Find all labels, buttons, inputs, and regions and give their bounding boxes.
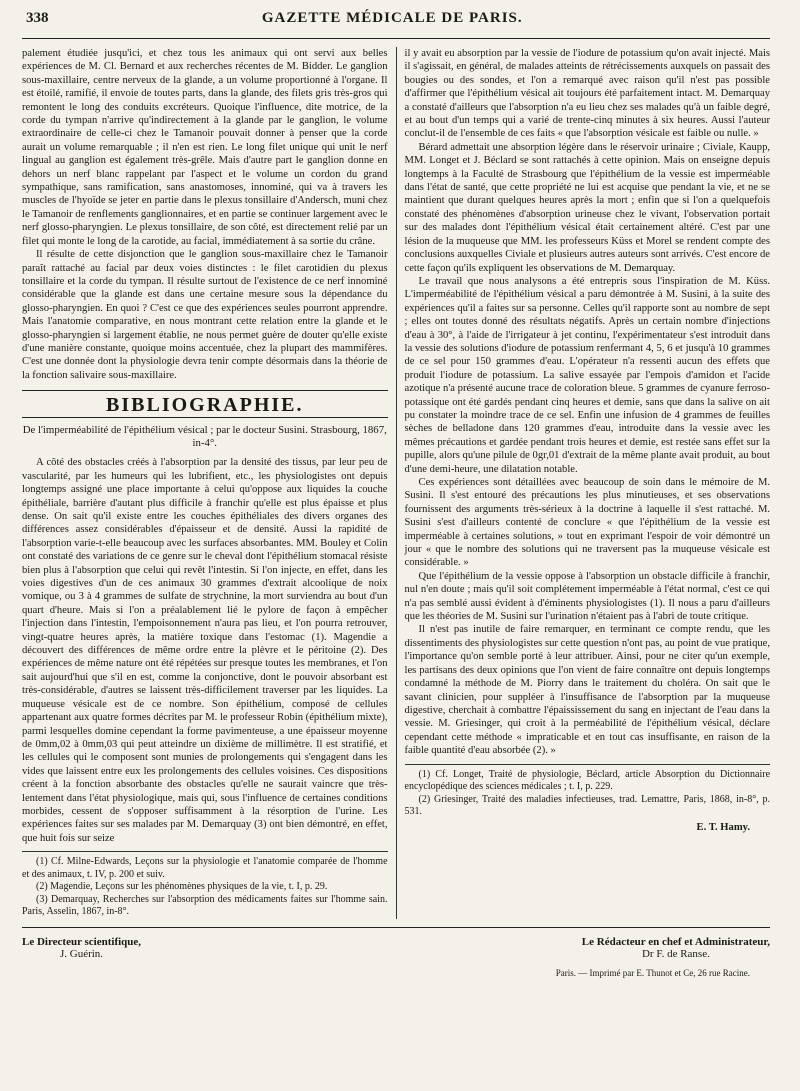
editor-role: Le Rédacteur en chef et Administrateur,: [581, 935, 770, 948]
page-number: 338: [26, 10, 49, 26]
printer-line: Paris. — Imprimé par E. Thunot et Ce, 26 rue Racine.: [555, 967, 750, 978]
paragraph: Il résulte de cette disjonction que le ganglion sous-maxillaire chez le Tamanoir paraît rattaché au facial par deux voies distinctes : le filet carotidien du plexus tonsillaire et la corde du tympan. Il résulte surtout de l'existence de ce nerf innominé considérable que la glande est dans une certaine mesure sous la dépendance du glosso-pharyngien. En quoi ? C'est ce que des expériences seules pourront apprendre. Mais l'anatomie comparative, en nous montrant cette relation entre la glande et le glosso-pharyngien si largement établie, ne nous permet guère de douter qu'elle existe d'une manière constante, quoique moins accentuée, chez la plupart des mammifères. C'est une donnée dont la physiologie devra tenir compte désormais dans la théorie de la fonction salivaire sous-maxillaire.: [22, 249, 388, 381]
director-name: J. Guérin.: [59, 947, 104, 960]
footnote: (1) Cf. Longet, Traité de physiologie, Béclard, article Absorption du Dictionnaire encyclopédique des sciences médicales ; t. I, p. 229.: [404, 768, 771, 793]
author-signature: E. T. Hamy.: [696, 821, 751, 833]
director-role: Le Directeur scientifique,: [22, 935, 142, 948]
editorial-footer: [22, 927, 770, 960]
paragraph: Que l'épithélium de la vessie oppose à l'absorption un obstacle difficile à franchir, nul n'en doute ; mais qu'il soit complétement imperméable à l'état normal, c'est ce qui n'a pas semblé aussi évident à d'éminents physiologistes (1). Il nous a paru d'ailleurs que les théories de M. Susini sur l'urination n'étaient pas à l'abri de toute critique.: [404, 570, 771, 623]
left-column: [22, 47, 396, 919]
paragraph: A côté des obstacles créés à l'absorption par la densité des tissus, par leur peu de vascularité, par les humeurs qui les lubrifient, etc., les physiologistes ont depuis longtemps assigné une place importante à celui qu'oppose aux liquides la couche épithéliale, barrière d'autant plus difficile à franchir qu'elle est plus épaisse et plus dense. On sait qu'il existe entre les couches épithéliales des divers organes des différences assez considérables d'épaisseur et de densité. Aussi la rapidité de l'absorption varie-t-elle beaucoup avec les surfaces absorbantes. MM. Bouley et Colin ont constaté des variations de ce genre sur le cheval dont l'épithélium stomacal résiste bien plus à l'absorption que celui qui revêt l'intestin. Si l'on injecte, en effet, dans les voies digestives d'un de ces animaux 30 grammes d'extrait alcoolique de noix vomique, ou 3 à 4 grammes de sulfate de strychnine, la mort surviendra au bout d'un quart d'heure. Mais si l'on a préalablement lié le pylore de façon à empêcher l'injection dans l'intestin, l'empoisonnement n'aura pas lieu, et l'on pourra retrouver, vingt-quatre heures après, la matière toxique dans l'estomac (1). Magendie a découvert des différences de même ordre entre la plèvre et le péritoine (2). Des expériences de même nature ont été répétées sur presque toutes les membranes, et l'on sait aujourd'hui que s'il en est, comme la conjonctive, dont le pouvoir absorbant est très-considérable, d'autres se laissent très-difficilement traverser par les liquides. La muqueuse vésicale est de ce nombre. Son épithélium, composé de cellules appartenant aux quatre formes décrites par M. le professeur Robin (épithélium mixte), parmi lesquelles domine cependant la forme pavimenteuse, a une épaisseur moyenne de 0mm,02 à 0mm,03 qui peut atteindre un dixième de millimètre. Il est stratifié, et les cellules qui le composent sont munies de prolongements qui s'engagent dans les vides que laissent entre eux les prolongements des cellules voisines. Ces dispositions créent à la fonction absorbante des obstacles qu'elle ne saurait vaincre que très-lentement dans l'état physiologique, mais qui, sous l'influence de certaines conditions morbides, cessent de s'opposer suffisamment à la résorption de l'urine. Les expériences faites sur ses malades par M. Demarquay (3) ont bien démontré, en effet, que huit fois sur seize: [22, 457, 388, 844]
footnote: (2) Griesinger, Traité des maladies infectieuses, trad. Lemattre, Paris, 1868, in-8°, p. 531.: [404, 793, 771, 818]
paragraph: Bérard admettait une absorption légère dans le réservoir urinaire ; Civiale, Kaupp, MM. Longet et J. Béclard se sont rattachés à cette opinion. Mais on enseigne depuis longtemps à la Faculté de Strasbourg que l'épithélium de la vessie est imperméable dans l'état de santé, que cette propriété ne lui est acquise que pendant la vie, et ne se maintient que durant quelques heures après la mort ; enfin que si l'on a quelquefois constaté des phénomènes d'absorption urineuse chez le vivant, l'observation portait sur des malades dont l'épithélium vésical était certainement altéré. C'est par une lésion de la muqueuse que MM. les professeurs Küss et Morel se rendent compte des conclusions auxquelles Civiale et plusieurs autres auteurs sont arrivés. C'est encore de cette façon qu'ils expliquent les observations de M. Demarquay.: [404, 141, 771, 274]
paragraph: Il n'est pas inutile de faire remarquer, en terminant ce compte rendu, que les dissentiments des physiologistes sur cette question n'ont pas, au point de vue pratique, l'importance qu'on semble porté à leur attribuer. Ainsi, pour ne citer qu'un exemple, les partisans des deux opinions que l'on vient de faire connaître ont depuis longtemps condamné la méthode de M. Piorry dans le traitement du choléra. On sait que le savant clinicien, pour suppléer à l'insuffisance de l'absorption par la muqueuse digestive, cherchait à combattre l'épaississement du sang en injectant de l'eau dans la vessie. M. Griesinger, qui croit à la perméabilité de l'épithélium vésical, déclare cependant cette méthode « impraticable et en tout cas insuffisante, en raison de la faible quantité d'eau absorbée (2). »: [404, 624, 771, 757]
paragraph: Ces expériences sont détaillées avec beaucoup de soin dans le mémoire de M. Susini. Il s'est entouré des précautions les plus minutieuses, et ses observations fournissent des arguments très-sérieux à la doctrine à laquelle il s'est rattaché. M. Susini s'est d'ailleurs contenté de conclure « que l'épithélium de la vessie est imperméable à certaines solutions, » tout en exprimant l'espoir de voir démontré un jour « que le nombre des solutions qui ne traversent pas la muqueuse vésicale est considérable. »: [404, 477, 771, 569]
footnote: (3) Demarquay, Recherches sur l'absorption des médicaments faites sur l'homme sain. Paris, Asselin, 1867, in-8°.: [22, 893, 388, 918]
paragraph: il y avait eu absorption par la vessie de l'iodure de potassium qu'on avait injecté. Mais il s'agissait, en général, de malades atteints de rétrécissements auxquels on passait des bougies ou des sondes, et l'on a remarqué avec raison qu'il n'est pas possible d'affirmer que l'épithélium vésical ait toujours été parfaitement intact. M. Demarquay a constaté d'ailleurs que l'absorption n'a eu lieu chez ses malades qu'à un faible degré, et au bout d'un temps qui a varié de trente-cinq minutes à six heures. Aussi l'auteur conclut-il de l'ensemble de ces faits « que l'absorption vésicale est faible ou nulle. »: [404, 48, 771, 140]
reviewed-work: De l'imperméabilité de l'épithélium vésical ; par le docteur Susini. Strasbourg, 1867, in-4°.: [22, 423, 387, 449]
paragraph: palement étudiée jusqu'ici, et chez tous les animaux qui ont servi aux belles expériences de M. Cl. Bernard et aux recherches récentes de M. Bidder. Le ganglion sous-maxillaire, centre nerveux de la glande, a un volume proportionné à l'organe. Il est étoilé, ramifié, il envoie de toutes parts, dans la glande, des filets gris très-gros qui remontent le long des conduits excréteurs. Quoique l'influence, dite motrice, de la corde du tympan n'arrive qu'indirectement à la glande par le ganglion, le volume extraordinaire de celle-ci chez le Tamanoir pouvait donner à penser que la corde aurait un volume remarquable ; il n'en est rien. Le long filet unique qui unit le nerf lingual au ganglion est également très-grêle. Mais d'autre part le ganglion donne en dehors un nerf blanc rappelant par l'aspect et le volume un cordon du grand sympathique, sans ramification, sans anastomoses, innominé, qui va à travers les muscles de l'hyoïde se jeter en partie dans le plexus tonsillaire d'Andersch, muni chez le Tamanoir de renflements ganglionnaires, et en partie se continuer largement avec le nerf glosso-pharyngien. Le plexus tonsillaire, de son côté, est directement relié par un filet qui monte le long de la carotide, au facial, immédiatement à sa sortie du crâne.: [22, 48, 388, 247]
right-column: [397, 47, 771, 919]
paragraph: Le travail que nous analysons a été entrepris sous l'inspiration de M. Küss. L'imperméabilité de l'épithélium vésical a paru démontrée à M. Susini, à la suite des expériences qu'il a faites sur sa personne. Celles qu'il rapporte sont au nombre de sept ; elles ont toutes donné des résultats négatifs. Après un certain nombre d'injections d'eau à 30°, à l'aide de l'irrigateur à jet continu, l'expérimentateur s'est introduit dans la vessie des solutions d'iodure de potassium renfermant 4, 5, 6 et jusqu'à 10 grammes de ce sel pour 150 grammes d'eau. L'opérateur n'a ressenti aucun des effets que produit l'iodure de potassium. La salive essayée par l'empois d'amidon et l'acide azotique n'a présenté aucune trace de coloration bleue. 5 grammes de cyanure ferroso-potassique ont été gardés pendant cinq heures et demie, sans que dans la salive on ait pu constater la moindre trace de ce sel. Enfin une infusion de 4 grammes de feuilles sèches de belladone dans 120 grammes d'eau, introduite dans la vessie avec les mêmes précautions et gardée pendant trois heures et demie, est restée sans effet sur la pupille, alors qu'une pilule de 0gr,01 d'extrait de la même plante avait produit, au bout d'une demi-heure, une dilatation notable.: [404, 275, 771, 475]
footnote-rule: [22, 851, 388, 852]
journal-title: GAZETTE MÉDICALE DE PARIS.: [261, 10, 523, 26]
page-header: [22, 10, 770, 39]
editor-credit: [582, 936, 770, 960]
bibliography-heading: BIBLIOGRAPHIE.: [22, 390, 388, 417]
footnote-rule: [405, 764, 771, 765]
director-credit: [22, 936, 141, 960]
footnote: (1) Cf. Milne-Edwards, Leçons sur la physiologie et l'anatomie comparée de l'homme et des animaux, t. IV, p. 200 et suiv.: [22, 856, 388, 880]
columns: [22, 47, 770, 919]
footnote: (2) Magendie, Leçons sur les phénomènes physiques de la vie, t. I, p. 29.: [36, 881, 328, 893]
editor-name: Dr F. de Ranse.: [641, 947, 710, 960]
